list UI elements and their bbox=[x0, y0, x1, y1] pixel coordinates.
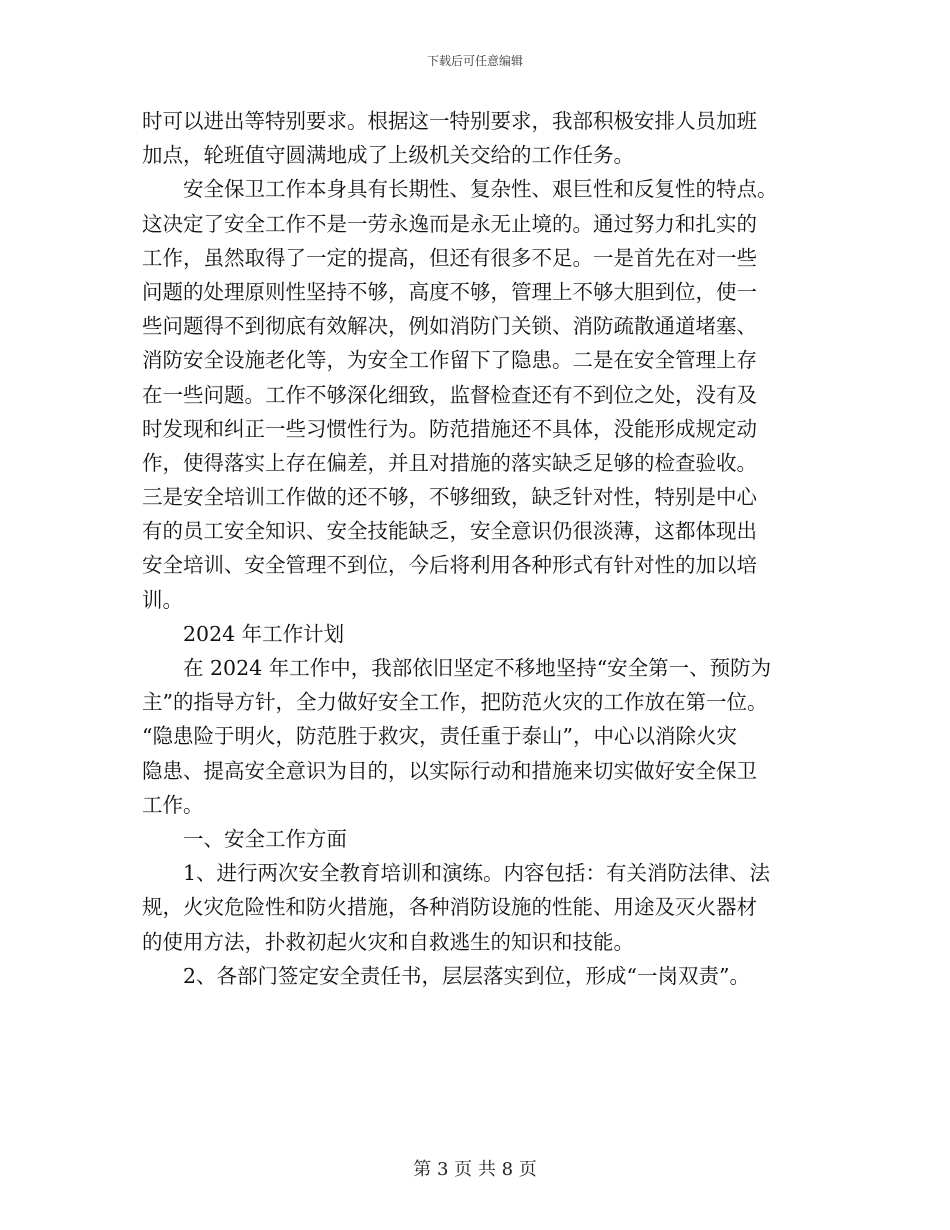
section-heading-plan: 2024 年工作计划 bbox=[142, 621, 345, 646]
page-footer: 第 3 页 共 8 页 bbox=[413, 1159, 537, 1180]
text-line: 这决定了安全工作不是一劳永逸而是永无止境的。通过努力和扎实的 bbox=[142, 211, 757, 236]
page-header: 下载后可任意编辑 bbox=[426, 54, 523, 68]
text-line: 在一些问题。工作不够深化细致，监督检查还有不到位之处，没有及 bbox=[142, 382, 757, 407]
text-line: 工作，虽然取得了一定的提高，但还有很多不足。一是首先在对一些 bbox=[142, 245, 757, 270]
text-line: 训。 bbox=[142, 587, 183, 612]
text-line: 规，火灾危险性和防火措施，各种消防设施的性能、用途及灭火器材 bbox=[142, 895, 757, 920]
text-line: 加点，轮班值守圆满地成了上级机关交给的工作任务。 bbox=[142, 143, 634, 168]
text-line: 安全培训、安全管理不到位，今后将利用各种形式有针对性的加以培 bbox=[142, 553, 757, 578]
text-line: “隐患险于明火，防范胜于救灾，责任重于泰山”，中心以消除火灾 bbox=[142, 724, 737, 749]
section-heading-safety: 一、安全工作方面 bbox=[142, 826, 347, 851]
text-line: 的使用方法，扑救初起火灾和自救逃生的知识和技能。 bbox=[142, 929, 634, 954]
text-line: 2、各部门签定安全责任书，层层落实到位，形成“一岗双责”。 bbox=[142, 963, 751, 988]
text-line: 主”的指导方针，全力做好安全工作，把防范火灾的工作放在第一位。 bbox=[142, 690, 768, 715]
text-line: 1、进行两次安全教育培训和演练。内容包括：有关消防法律、法 bbox=[142, 861, 771, 886]
text-line: 些问题得不到彻底有效解决，例如消防门关锁、消防疏散通道堵塞、 bbox=[142, 314, 757, 339]
text-line: 有的员工安全知识、安全技能缺乏，安全意识仍很淡薄，这都体现出 bbox=[142, 519, 757, 544]
text-line: 在 2024 年工作中，我部依旧坚定不移地坚持“安全第一、预防为 bbox=[142, 656, 772, 680]
text-line: 安全保卫工作本身具有长期性、复杂性、艰巨性和反复性的特点。 bbox=[142, 177, 778, 202]
text-line: 问题的处理原则性坚持不够，高度不够，管理上不够大胆到位，使一 bbox=[142, 279, 757, 304]
text-line: 隐患、提高安全意识为目的，以实际行动和措施来切实做好安全保卫 bbox=[142, 758, 757, 783]
document-body bbox=[142, 104, 808, 993]
text-line: 时可以进出等特别要求。根据这一特别要求，我部积极安排人员加班 bbox=[142, 109, 757, 133]
text-line: 工作。 bbox=[142, 792, 204, 817]
text-line: 时发现和纠正一些习惯性行为。防范措施还不具体，没能形成规定动 bbox=[142, 416, 757, 441]
text-line: 三是安全培训工作做的还不够，不够细致，缺乏针对性，特别是中心 bbox=[142, 485, 757, 510]
text-line: 作，使得落实上存在偏差，并且对措施的落实缺乏足够的检查验收。 bbox=[142, 450, 757, 475]
text-line: 消防安全设施老化等，为安全工作留下了隐患。二是在安全管理上存 bbox=[142, 348, 757, 373]
